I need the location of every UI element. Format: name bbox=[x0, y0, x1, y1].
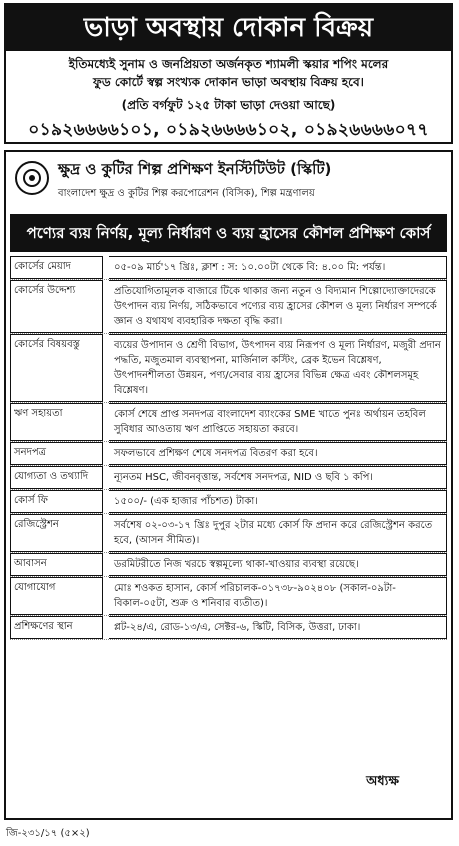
shop-sale-rent: (প্রতি বর্গফুট ১২৫ টাকা ভাড়া দেওয়া আছে) bbox=[121, 98, 336, 112]
row-value: ০৫-০৯ মার্চ'১৭ খ্রিঃ, ক্লাশ : স: ১০.০০টা থেকে বি: ৪.০০ মি: পর্যন্ত। bbox=[109, 256, 447, 279]
table-row bbox=[10, 514, 447, 553]
row-label: কোর্সের মেয়াদ bbox=[10, 256, 103, 279]
row-label: আবাসন bbox=[10, 553, 103, 576]
table-row bbox=[10, 280, 447, 334]
row-label: যোগ্যতা ও তথ্যাদি bbox=[10, 466, 103, 489]
footer bbox=[0, 774, 459, 844]
institute-header bbox=[6, 152, 451, 210]
table-row bbox=[10, 334, 447, 403]
shop-sale-body bbox=[12, 55, 445, 91]
row-value: ১৫০০/- (এক হাজার পাঁচশত) টাকা। bbox=[109, 490, 447, 513]
table-row bbox=[10, 442, 447, 466]
ad-reference: জি-২৩১/১৭ (৫×২) bbox=[6, 828, 90, 839]
table-row bbox=[10, 466, 447, 490]
signature: অধ্যক্ষ bbox=[366, 774, 399, 789]
row-label: কোর্স ফি bbox=[10, 490, 103, 513]
shop-sale-line2: ফুড কোর্টে স্বল্প সংখ্যক দোকান ভাড়া অবস্থায় বিক্রয় হবে। bbox=[93, 75, 364, 89]
row-label: প্রশিক্ষণের স্থান bbox=[10, 616, 103, 639]
row-label: কোর্সের উদ্দেশ্য bbox=[10, 280, 103, 333]
table-row bbox=[10, 256, 447, 280]
course-title: পণ্যের ব্যয় নির্ণয়, মূল্য নির্ধারণ ও ব্যয় হ্রাসের কৌশল প্রশিক্ষণ কোর্স bbox=[10, 214, 447, 252]
row-label: যোগাযোগ bbox=[10, 577, 103, 615]
shop-sale-line1: ইতিমধ্যেই সুনাম ও জনপ্রিয়তা অর্জনকৃত শ্যামলী স্কয়ার শপিং মলের bbox=[68, 57, 389, 71]
shop-sale-title: ভাড়া অবস্থায় দোকান বিক্রয় bbox=[6, 5, 451, 51]
training-ad bbox=[4, 150, 453, 820]
shop-sale-ad bbox=[4, 3, 453, 144]
row-label: রেজিস্ট্রেশন bbox=[10, 514, 103, 552]
row-value: সফলভাবে প্রশিক্ষণ শেষে সনদপত্র বিতরণ করা হবে। bbox=[109, 442, 447, 465]
row-value: প্রতিযোগিতামূলক বাজারে টিকে থাকার জন্য নতুন ও বিদ্যমান শিল্পোদ্যোক্তাদেরকে উৎপাদন ব্যয় নির্ণয়, সঠিকভাবে পণ্যের ব্যয় হ্রাসের কৌশল ও মূল্য নির্ধারণ সম্পর্কে জ্ঞান ও যথাযথ ব্যবহারিক দক্ষতা বৃদ্ধি করা। bbox=[109, 280, 447, 333]
institute-title: ক্ষুদ্র ও কুটির শিল্প প্রশিক্ষণ ইনস্টিটিউট (স্কিটি) bbox=[58, 160, 332, 178]
institute-subtitle: বাংলাদেশ ক্ষুদ্র ও কুটির শিল্প করপোরেশন (বিসিক), শিল্প মন্ত্রণালয় bbox=[58, 188, 315, 199]
row-label: ঋণ সহায়তা bbox=[10, 403, 103, 441]
course-details-table bbox=[10, 256, 447, 640]
row-value: সর্বশেষ ০২-০৩-১৭ খ্রিঃ দুপুর ২টার মধ্যে কোর্স ফি প্রদান করে রেজিস্ট্রেশন করতে হবে, (আসন সীমিত)। bbox=[109, 514, 447, 552]
row-value: ডরমিটরীতে নিজ খরচে স্বল্পমূল্যে থাকা-খাওয়ার ব্যবস্থা রয়েছে। bbox=[109, 553, 447, 576]
row-value: ব্যয়ের উপাদান ও শ্রেণী বিভাগ, উৎপাদন ব্যয় নিরূপণ ও মূল্য নির্ধারণ, মজুরী প্রদান পদ্ধতি, মজুতমাল ব্যবস্থাপনা, মার্জিনাল কস্টিং, ব্রেক ইভেন বিশ্লেষণ, উৎপাদনশীলতা উন্নয়ন, পণ্য/সেবার ব্যয় হ্রাসের বিভিন্ন ক্ষেত্র এবং কৌশলসমূহ বিশ্লেষণ। bbox=[109, 334, 447, 402]
institute-logo-icon bbox=[14, 160, 50, 196]
shop-sale-phones: ০১৯২৬৬৬৬১০১, ০১৯২৬৬৬৬১০২, ০১৯২৬৬৬৬০৭৭ bbox=[28, 120, 429, 140]
row-value: কোর্স শেষে প্রাপ্ত সনদপত্র বাংলাদেশ ব্যাংকের SME খাতে পুনঃ অর্থায়ন তহবিল সুবিধার আওতায় ঋণ প্রাপ্তিতে সহায়তা করবে। bbox=[109, 403, 447, 441]
table-row bbox=[10, 616, 447, 640]
row-value: প্লট-২৪/এ, রোড-১৩/এ, সেক্টর-৬, স্কিটি, বিসিক, উত্তরা, ঢাকা। bbox=[109, 616, 447, 639]
table-row bbox=[10, 553, 447, 577]
table-row bbox=[10, 490, 447, 514]
table-row bbox=[10, 577, 447, 616]
row-label: সনদপত্র bbox=[10, 442, 103, 465]
row-value: মোঃ শওকত হাসান, কোর্স পরিচালক-০১৭৩৮-৯০২৪০৮ (সকাল-০৯টা-বিকাল-০৫টা, শুক্র ও শনিবার ব্যতীত)। bbox=[109, 577, 447, 615]
row-label: কোর্সের বিষয়বস্তু bbox=[10, 334, 103, 402]
row-value: ন্যূনতম HSC, জীবনবৃত্তান্ত, সর্বশেষ সনদপত্র, NID ও ছবি ১ কপি। bbox=[109, 466, 447, 489]
table-row bbox=[10, 403, 447, 442]
